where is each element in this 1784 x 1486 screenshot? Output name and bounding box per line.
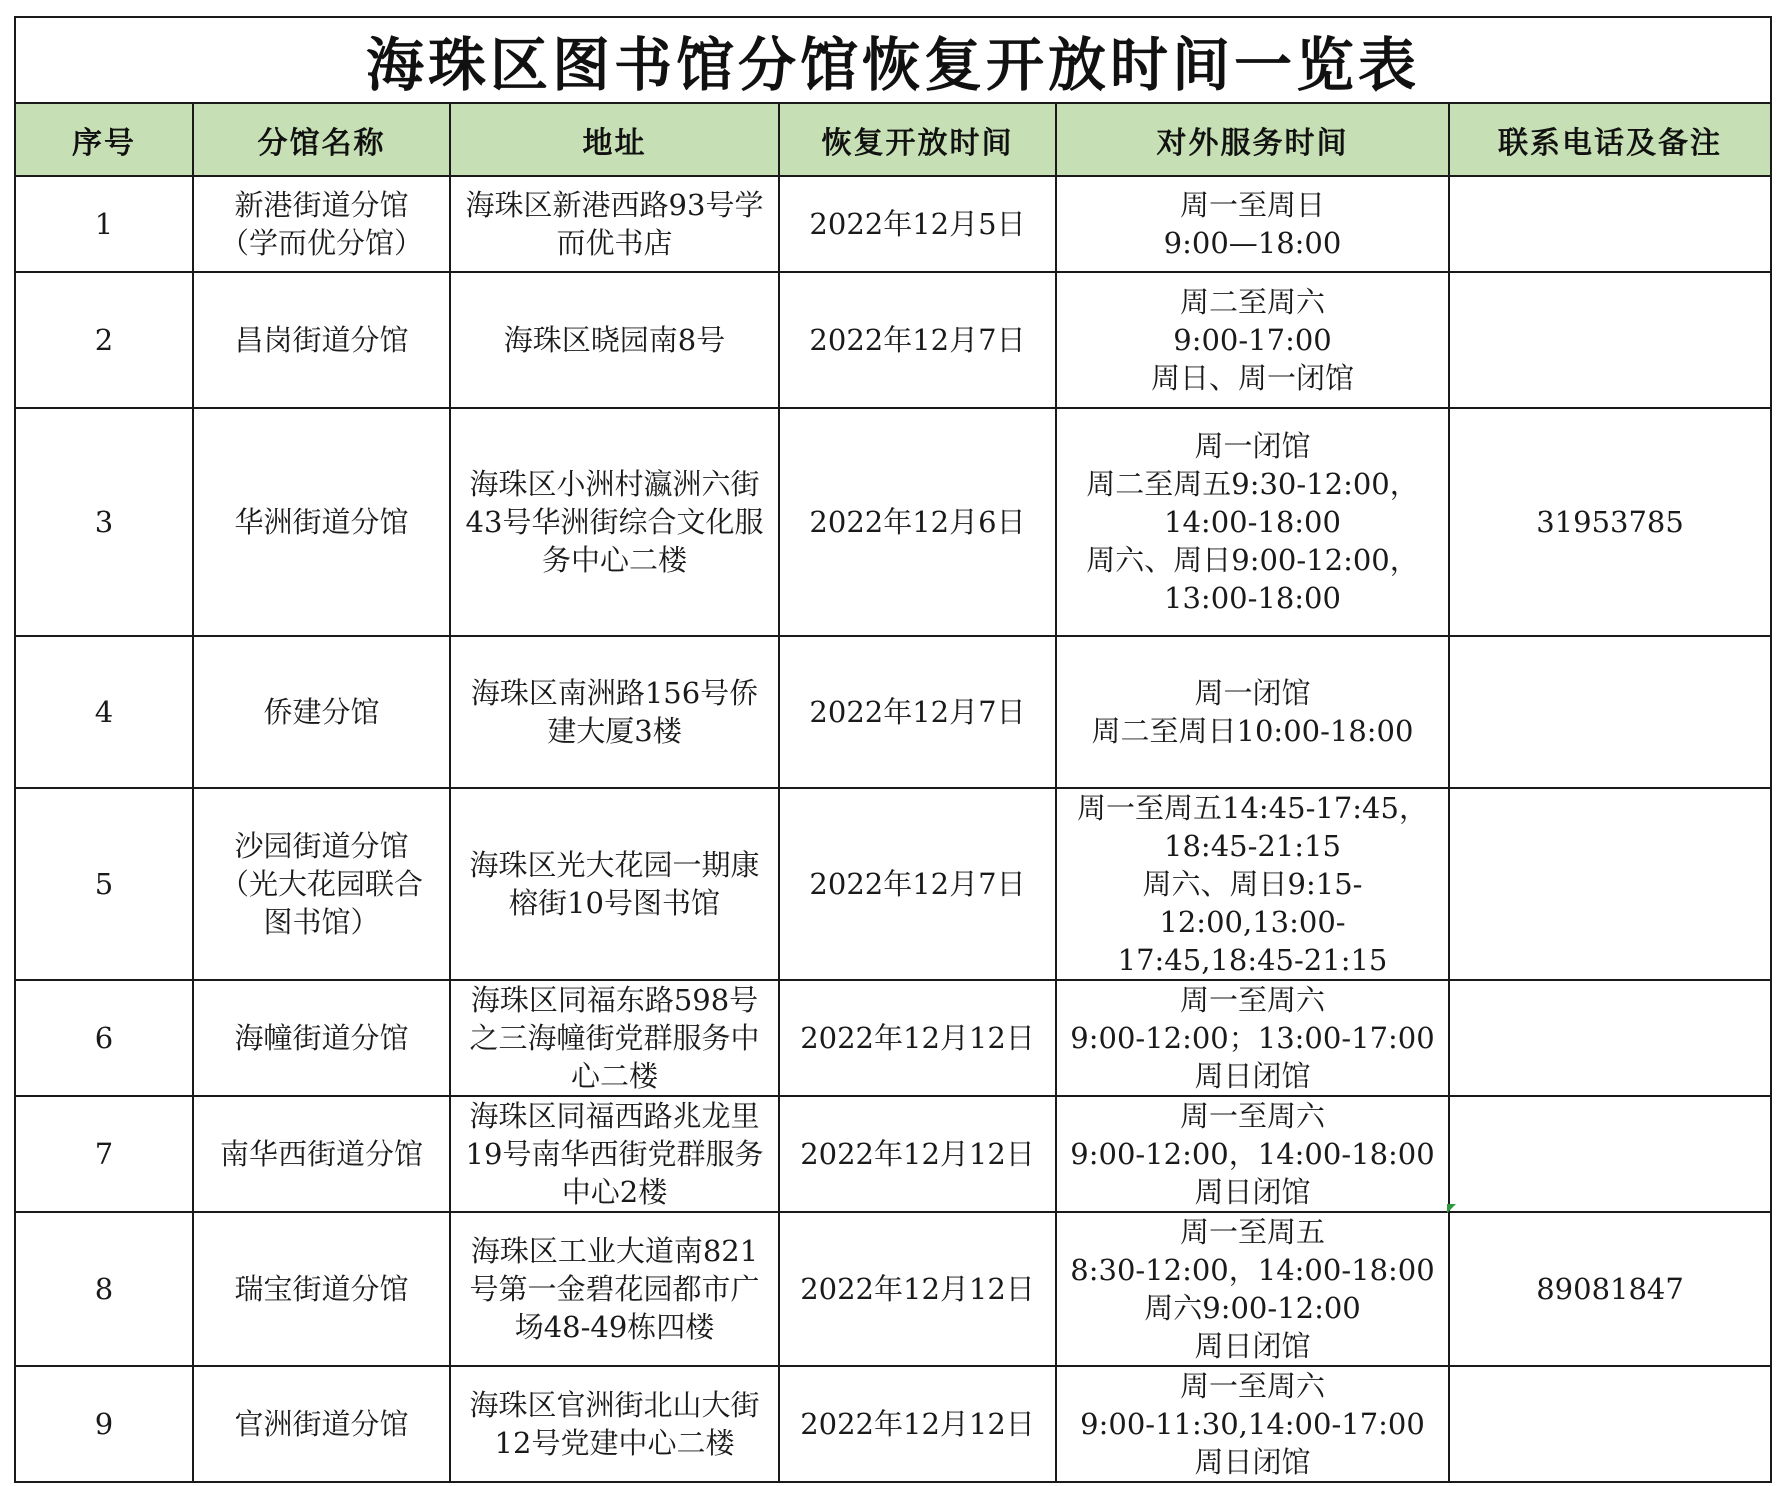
cell-address: 海珠区光大花园一期康 榕街10号图书馆 — [450, 788, 779, 980]
table-row — [15, 1096, 1771, 1212]
cell-address: 海珠区官洲街北山大街 12号党建中心二楼 — [450, 1366, 779, 1482]
header-name: 分馆名称 — [193, 103, 450, 176]
cell-hours: 周一至周五 8:30-12:00，14:00-18:00 周六9:00-12:00 周日闭馆 — [1056, 1212, 1449, 1366]
cell-contact — [1449, 788, 1771, 980]
header-hours: 对外服务时间 — [1056, 103, 1449, 176]
cell-no: 5 — [15, 788, 193, 980]
cell-name: 海幢街道分馆 — [193, 980, 450, 1096]
cell-hours: 周二至周六 9:00-17:00 周日、周一闭馆 — [1056, 272, 1449, 408]
cell-address: 海珠区工业大道南821 号第一金碧花园都市广 场48-49栋四楼 — [450, 1212, 779, 1366]
cell-name: 沙园街道分馆 （光大花园联合 图书馆） — [193, 788, 450, 980]
header-address: 地址 — [450, 103, 779, 176]
cell-reopen: 2022年12月6日 — [779, 408, 1056, 636]
table-row — [15, 408, 1771, 636]
cell-hours: 周一闭馆 周二至周五9:30-12:00， 14:00-18:00 周六、周日9:00-12:00， 13:00-18:00 — [1056, 408, 1449, 636]
cell-contact — [1449, 980, 1771, 1096]
cell-reopen: 2022年12月12日 — [779, 1212, 1056, 1366]
page-title: 海珠区图书馆分馆恢复开放时间一览表 — [15, 17, 1771, 103]
cell-name: 官洲街道分馆 — [193, 1366, 450, 1482]
cell-reopen: 2022年12月12日 — [779, 980, 1056, 1096]
cell-contact: 31953785 — [1449, 408, 1771, 636]
cell-address: 海珠区同福东路598号 之三海幢街党群服务中 心二楼 — [450, 980, 779, 1096]
cell-hours: 周一闭馆 周二至周日10:00-18:00 — [1056, 636, 1449, 788]
table-row — [15, 980, 1771, 1096]
spreadsheet — [14, 16, 1772, 1483]
cell-address: 海珠区小洲村瀛洲六街 43号华洲街综合文化服 务中心二楼 — [450, 408, 779, 636]
cell-reopen: 2022年12月5日 — [779, 176, 1056, 272]
cell-hours: 周一至周五14:45-17:45， 18:45-21:15 周六、周日9:15- 12:00,13:00- 17:45,18:45-21:15 — [1056, 788, 1449, 980]
cell-hours: 周一至周六 9:00-12:00；13:00-17:00 周日闭馆 — [1056, 980, 1449, 1096]
cell-reopen: 2022年12月7日 — [779, 788, 1056, 980]
cell-no: 8 — [15, 1212, 193, 1366]
cell-hours: 周一至周日 9:00—18:00 — [1056, 176, 1449, 272]
cell-address: 海珠区新港西路93号学 而优书店 — [450, 176, 779, 272]
schedule-table — [14, 16, 1772, 1483]
table-row — [15, 1212, 1771, 1366]
cell-contact — [1449, 1096, 1771, 1212]
cell-reopen: 2022年12月12日 — [779, 1096, 1056, 1212]
cell-address: 海珠区同福西路兆龙里 19号南华西街党群服务 中心2楼 — [450, 1096, 779, 1212]
table-row — [15, 176, 1771, 272]
table-row — [15, 1366, 1771, 1482]
cell-no: 4 — [15, 636, 193, 788]
cell-contact — [1449, 272, 1771, 408]
header-contact: 联系电话及备注 — [1449, 103, 1771, 176]
cell-no: 2 — [15, 272, 193, 408]
cell-name: 华洲街道分馆 — [193, 408, 450, 636]
cell-hours: 周一至周六 9:00-12:00，14:00-18:00 周日闭馆 — [1056, 1096, 1449, 1212]
table-row — [15, 272, 1771, 408]
cell-name: 瑞宝街道分馆 — [193, 1212, 450, 1366]
header-reopen: 恢复开放时间 — [779, 103, 1056, 176]
cell-no: 6 — [15, 980, 193, 1096]
cell-address: 海珠区南洲路156号侨 建大厦3楼 — [450, 636, 779, 788]
cell-contact: 89081847 — [1449, 1212, 1771, 1366]
header-row — [15, 103, 1771, 176]
cell-hours: 周一至周六 9:00-11:30,14:00-17:00 周日闭馆 — [1056, 1366, 1449, 1482]
cell-no: 7 — [15, 1096, 193, 1212]
table-row — [15, 788, 1771, 980]
cell-name: 新港街道分馆 （学而优分馆） — [193, 176, 450, 272]
cell-reopen: 2022年12月7日 — [779, 636, 1056, 788]
cell-contact — [1449, 176, 1771, 272]
cell-no: 1 — [15, 176, 193, 272]
cell-address: 海珠区晓园南8号 — [450, 272, 779, 408]
cell-name: 侨建分馆 — [193, 636, 450, 788]
table-row — [15, 636, 1771, 788]
header-no: 序号 — [15, 103, 193, 176]
comment-indicator-icon — [1447, 1204, 1456, 1213]
cell-reopen: 2022年12月7日 — [779, 272, 1056, 408]
cell-contact — [1449, 636, 1771, 788]
cell-no: 3 — [15, 408, 193, 636]
cell-name: 昌岗街道分馆 — [193, 272, 450, 408]
cell-reopen: 2022年12月12日 — [779, 1366, 1056, 1482]
cell-contact — [1449, 1366, 1771, 1482]
cell-no: 9 — [15, 1366, 193, 1482]
cell-name: 南华西街道分馆 — [193, 1096, 450, 1212]
